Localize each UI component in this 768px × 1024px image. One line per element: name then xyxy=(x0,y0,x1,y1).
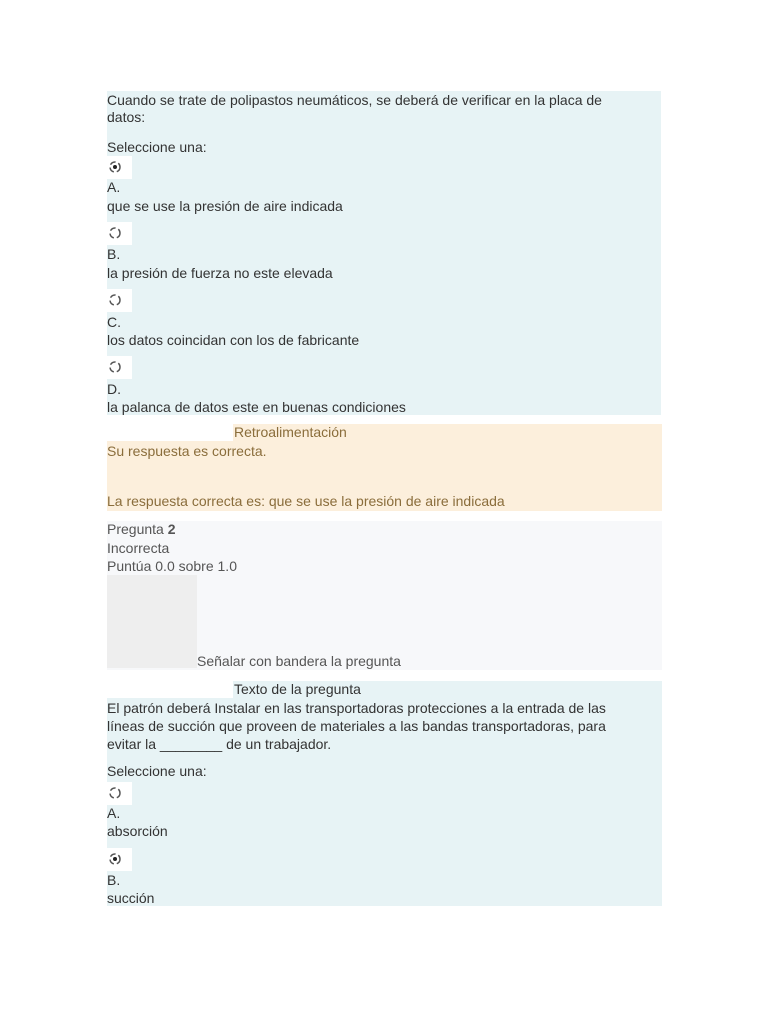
question-text-header: Texto de la pregunta xyxy=(234,681,361,697)
radio-option-a[interactable] xyxy=(107,156,132,179)
question-number xyxy=(107,520,176,538)
question-2-text: El patrón deberá Instalar en las transportadoras protecciones a la entrada de las xyxy=(107,700,606,716)
correct-answer: La respuesta correcta es: que se use la presión de aire indicada xyxy=(107,493,505,509)
option-text[interactable]: que se use la presión de aire indicada xyxy=(107,198,343,214)
question-status: Incorrecta xyxy=(107,540,170,556)
radio-icon xyxy=(109,360,123,374)
feedback-result: Su respuesta es correcta. xyxy=(107,443,267,459)
select-one-label: Seleccione una: xyxy=(107,763,207,779)
radio-selected-icon xyxy=(109,160,123,174)
option-text[interactable]: la palanca de datos este en buenas condiciones xyxy=(107,399,406,415)
option-letter: C. xyxy=(107,314,121,330)
feedback-header: Retroalimentación xyxy=(234,424,347,440)
radio-icon xyxy=(109,293,123,307)
option-text[interactable]: succión xyxy=(107,890,155,906)
flag-icon[interactable] xyxy=(107,575,197,668)
flag-question-link[interactable]: Señalar con bandera la pregunta xyxy=(197,653,401,669)
question-score: Puntúa 0.0 sobre 1.0 xyxy=(107,558,237,574)
question-label: Pregunta xyxy=(107,521,164,537)
radio-option-b[interactable] xyxy=(107,848,132,871)
radio-option-d[interactable] xyxy=(107,356,132,379)
question-1-text: Cuando se trate de polipastos neumáticos, se deberá de verificar en la placa de xyxy=(107,92,602,108)
option-text[interactable]: la presión de fuerza no este elevada xyxy=(107,265,333,281)
option-letter: A. xyxy=(107,179,121,195)
radio-icon xyxy=(109,226,123,240)
question-2-text: líneas de succión que proveen de materiales a las bandas transportadoras, para xyxy=(107,718,606,734)
radio-option-a[interactable] xyxy=(107,782,132,805)
option-text[interactable]: los datos coincidan con los de fabricante xyxy=(107,332,360,348)
option-letter: A. xyxy=(107,805,121,821)
option-text[interactable]: absorción xyxy=(107,823,168,839)
radio-option-b[interactable] xyxy=(107,222,132,245)
radio-icon xyxy=(109,786,123,800)
question-1-text-cont: datos: xyxy=(107,109,146,125)
question-num: 2 xyxy=(167,521,176,537)
radio-option-c[interactable] xyxy=(107,289,132,312)
option-letter: D. xyxy=(107,381,121,397)
option-letter: B. xyxy=(107,246,121,262)
select-one-label: Seleccione una: xyxy=(107,139,207,155)
radio-selected-icon xyxy=(109,852,123,866)
option-letter: B. xyxy=(107,872,121,888)
question-2-text: evitar la ________ de un trabajador. xyxy=(107,736,332,752)
